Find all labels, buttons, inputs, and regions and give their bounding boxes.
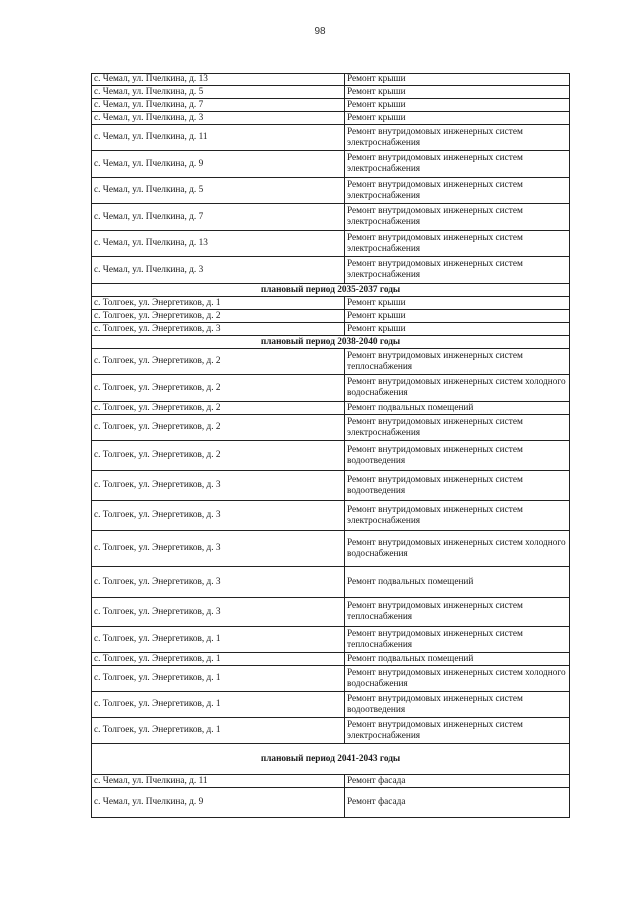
repair-schedule-table (91, 73, 570, 818)
work-type-cell: Ремонт внутридомовых инженерных систем электроснабжения (345, 415, 570, 441)
table-row (92, 112, 570, 125)
work-type-cell: Ремонт внутридомовых инженерных систем электроснабжения (345, 257, 570, 284)
table-row (92, 310, 570, 323)
address-cell: с. Толгоек, ул. Энергетиков, д. 3 (92, 567, 345, 598)
address-cell: с. Чемал, ул. Пчелкина, д. 7 (92, 99, 345, 112)
address-cell: с. Чемал, ул. Пчелкина, д. 13 (92, 231, 345, 257)
work-type-cell: Ремонт внутридомовых инженерных систем теплоснабжения (345, 598, 570, 627)
address-cell: с. Чемал, ул. Пчелкина, д. 7 (92, 204, 345, 231)
table-row (92, 151, 570, 178)
table-row (92, 598, 570, 627)
table-row (92, 567, 570, 598)
address-cell: с. Чемал, ул. Пчелкина, д. 11 (92, 775, 345, 788)
address-cell: с. Толгоек, ул. Энергетиков, д. 1 (92, 297, 345, 310)
work-type-cell: Ремонт подвальных помещений (345, 567, 570, 598)
work-type-cell: Ремонт внутридомовых инженерных систем электроснабжения (345, 125, 570, 151)
work-type-cell: Ремонт внутридомовых инженерных систем теплоснабжения (345, 349, 570, 375)
section-heading: плановый период 2041-2043 годы (92, 744, 570, 775)
table-row (92, 775, 570, 788)
work-type-cell: Ремонт подвальных помещений (345, 402, 570, 415)
address-cell: с. Чемал, ул. Пчелкина, д. 13 (92, 74, 345, 86)
work-type-cell: Ремонт крыши (345, 323, 570, 336)
table-row (92, 257, 570, 284)
work-type-cell: Ремонт внутридомовых инженерных систем электроснабжения (345, 718, 570, 744)
table-row (92, 204, 570, 231)
table-row (92, 86, 570, 99)
section-heading: плановый период 2038-2040 годы (92, 336, 570, 349)
work-type-cell: Ремонт внутридомовых инженерных систем водоотведения (345, 441, 570, 471)
table-row (92, 99, 570, 112)
address-cell: с. Чемал, ул. Пчелкина, д. 11 (92, 125, 345, 151)
address-cell: с. Толгоек, ул. Энергетиков, д. 1 (92, 692, 345, 718)
work-type-cell: Ремонт крыши (345, 297, 570, 310)
work-type-cell: Ремонт внутридомовых инженерных систем электроснабжения (345, 501, 570, 531)
work-type-cell: Ремонт внутридомовых инженерных систем холодного водоснабжения (345, 666, 570, 692)
work-type-cell: Ремонт внутридомовых инженерных систем водоотведения (345, 471, 570, 501)
table-row (92, 531, 570, 567)
work-type-cell: Ремонт крыши (345, 74, 570, 86)
address-cell: с. Толгоек, ул. Энергетиков, д. 1 (92, 666, 345, 692)
table-row (92, 692, 570, 718)
table-body (92, 74, 570, 818)
table-row (92, 718, 570, 744)
table-row (92, 297, 570, 310)
address-cell: с. Чемал, ул. Пчелкина, д. 9 (92, 151, 345, 178)
table-row (92, 788, 570, 818)
work-type-cell: Ремонт внутридомовых инженерных систем электроснабжения (345, 231, 570, 257)
address-cell: с. Толгоек, ул. Энергетиков, д. 2 (92, 375, 345, 402)
work-type-cell: Ремонт внутридомовых инженерных систем электроснабжения (345, 204, 570, 231)
work-type-cell: Ремонт крыши (345, 112, 570, 125)
table-row (92, 231, 570, 257)
address-cell: с. Толгоек, ул. Энергетиков, д. 2 (92, 402, 345, 415)
address-cell: с. Чемал, ул. Пчелкина, д. 3 (92, 257, 345, 284)
address-cell: с. Толгоек, ул. Энергетиков, д. 1 (92, 653, 345, 666)
address-cell: с. Толгоек, ул. Энергетиков, д. 2 (92, 349, 345, 375)
work-type-cell: Ремонт внутридомовых инженерных систем водоотведения (345, 692, 570, 718)
address-cell: с. Толгоек, ул. Энергетиков, д. 3 (92, 501, 345, 531)
address-cell: с. Чемал, ул. Пчелкина, д. 5 (92, 86, 345, 99)
work-type-cell: Ремонт крыши (345, 86, 570, 99)
address-cell: с. Чемал, ул. Пчелкина, д. 9 (92, 788, 345, 818)
table-row (92, 349, 570, 375)
section-row (92, 284, 570, 297)
address-cell: с. Чемал, ул. Пчелкина, д. 3 (92, 112, 345, 125)
table-row (92, 178, 570, 204)
address-cell: с. Толгоек, ул. Энергетиков, д. 3 (92, 531, 345, 567)
table-row (92, 402, 570, 415)
table-row (92, 74, 570, 86)
page-number: 98 (314, 26, 326, 37)
table-row (92, 441, 570, 471)
address-cell: с. Толгоек, ул. Энергетиков, д. 3 (92, 471, 345, 501)
address-cell: с. Толгоек, ул. Энергетиков, д. 1 (92, 627, 345, 653)
section-row (92, 336, 570, 349)
table-row (92, 125, 570, 151)
table-row (92, 375, 570, 402)
work-type-cell: Ремонт внутридомовых инженерных систем электроснабжения (345, 151, 570, 178)
table-row (92, 501, 570, 531)
address-cell: с. Толгоек, ул. Энергетиков, д. 3 (92, 323, 345, 336)
work-type-cell: Ремонт крыши (345, 99, 570, 112)
address-cell: с. Толгоек, ул. Энергетиков, д. 3 (92, 598, 345, 627)
table-row (92, 323, 570, 336)
work-type-cell: Ремонт внутридомовых инженерных систем холодного водоснабжения (345, 375, 570, 402)
work-type-cell: Ремонт внутридомовых инженерных систем теплоснабжения (345, 627, 570, 653)
address-cell: с. Толгоек, ул. Энергетиков, д. 2 (92, 310, 345, 323)
section-heading: плановый период 2035-2037 годы (92, 284, 570, 297)
address-cell: с. Толгоек, ул. Энергетиков, д. 2 (92, 415, 345, 441)
table-row (92, 471, 570, 501)
work-type-cell: Ремонт внутридомовых инженерных систем электроснабжения (345, 178, 570, 204)
work-type-cell: Ремонт фасада (345, 788, 570, 818)
work-type-cell: Ремонт крыши (345, 310, 570, 323)
address-cell: с. Толгоек, ул. Энергетиков, д. 1 (92, 718, 345, 744)
work-type-cell: Ремонт фасада (345, 775, 570, 788)
address-cell: с. Чемал, ул. Пчелкина, д. 5 (92, 178, 345, 204)
table-row (92, 627, 570, 653)
address-cell: с. Толгоек, ул. Энергетиков, д. 2 (92, 441, 345, 471)
table-row (92, 653, 570, 666)
work-type-cell: Ремонт подвальных помещений (345, 653, 570, 666)
table-row (92, 666, 570, 692)
section-row (92, 744, 570, 775)
work-type-cell: Ремонт внутридомовых инженерных систем холодного водоснабжения (345, 531, 570, 567)
table-row (92, 415, 570, 441)
